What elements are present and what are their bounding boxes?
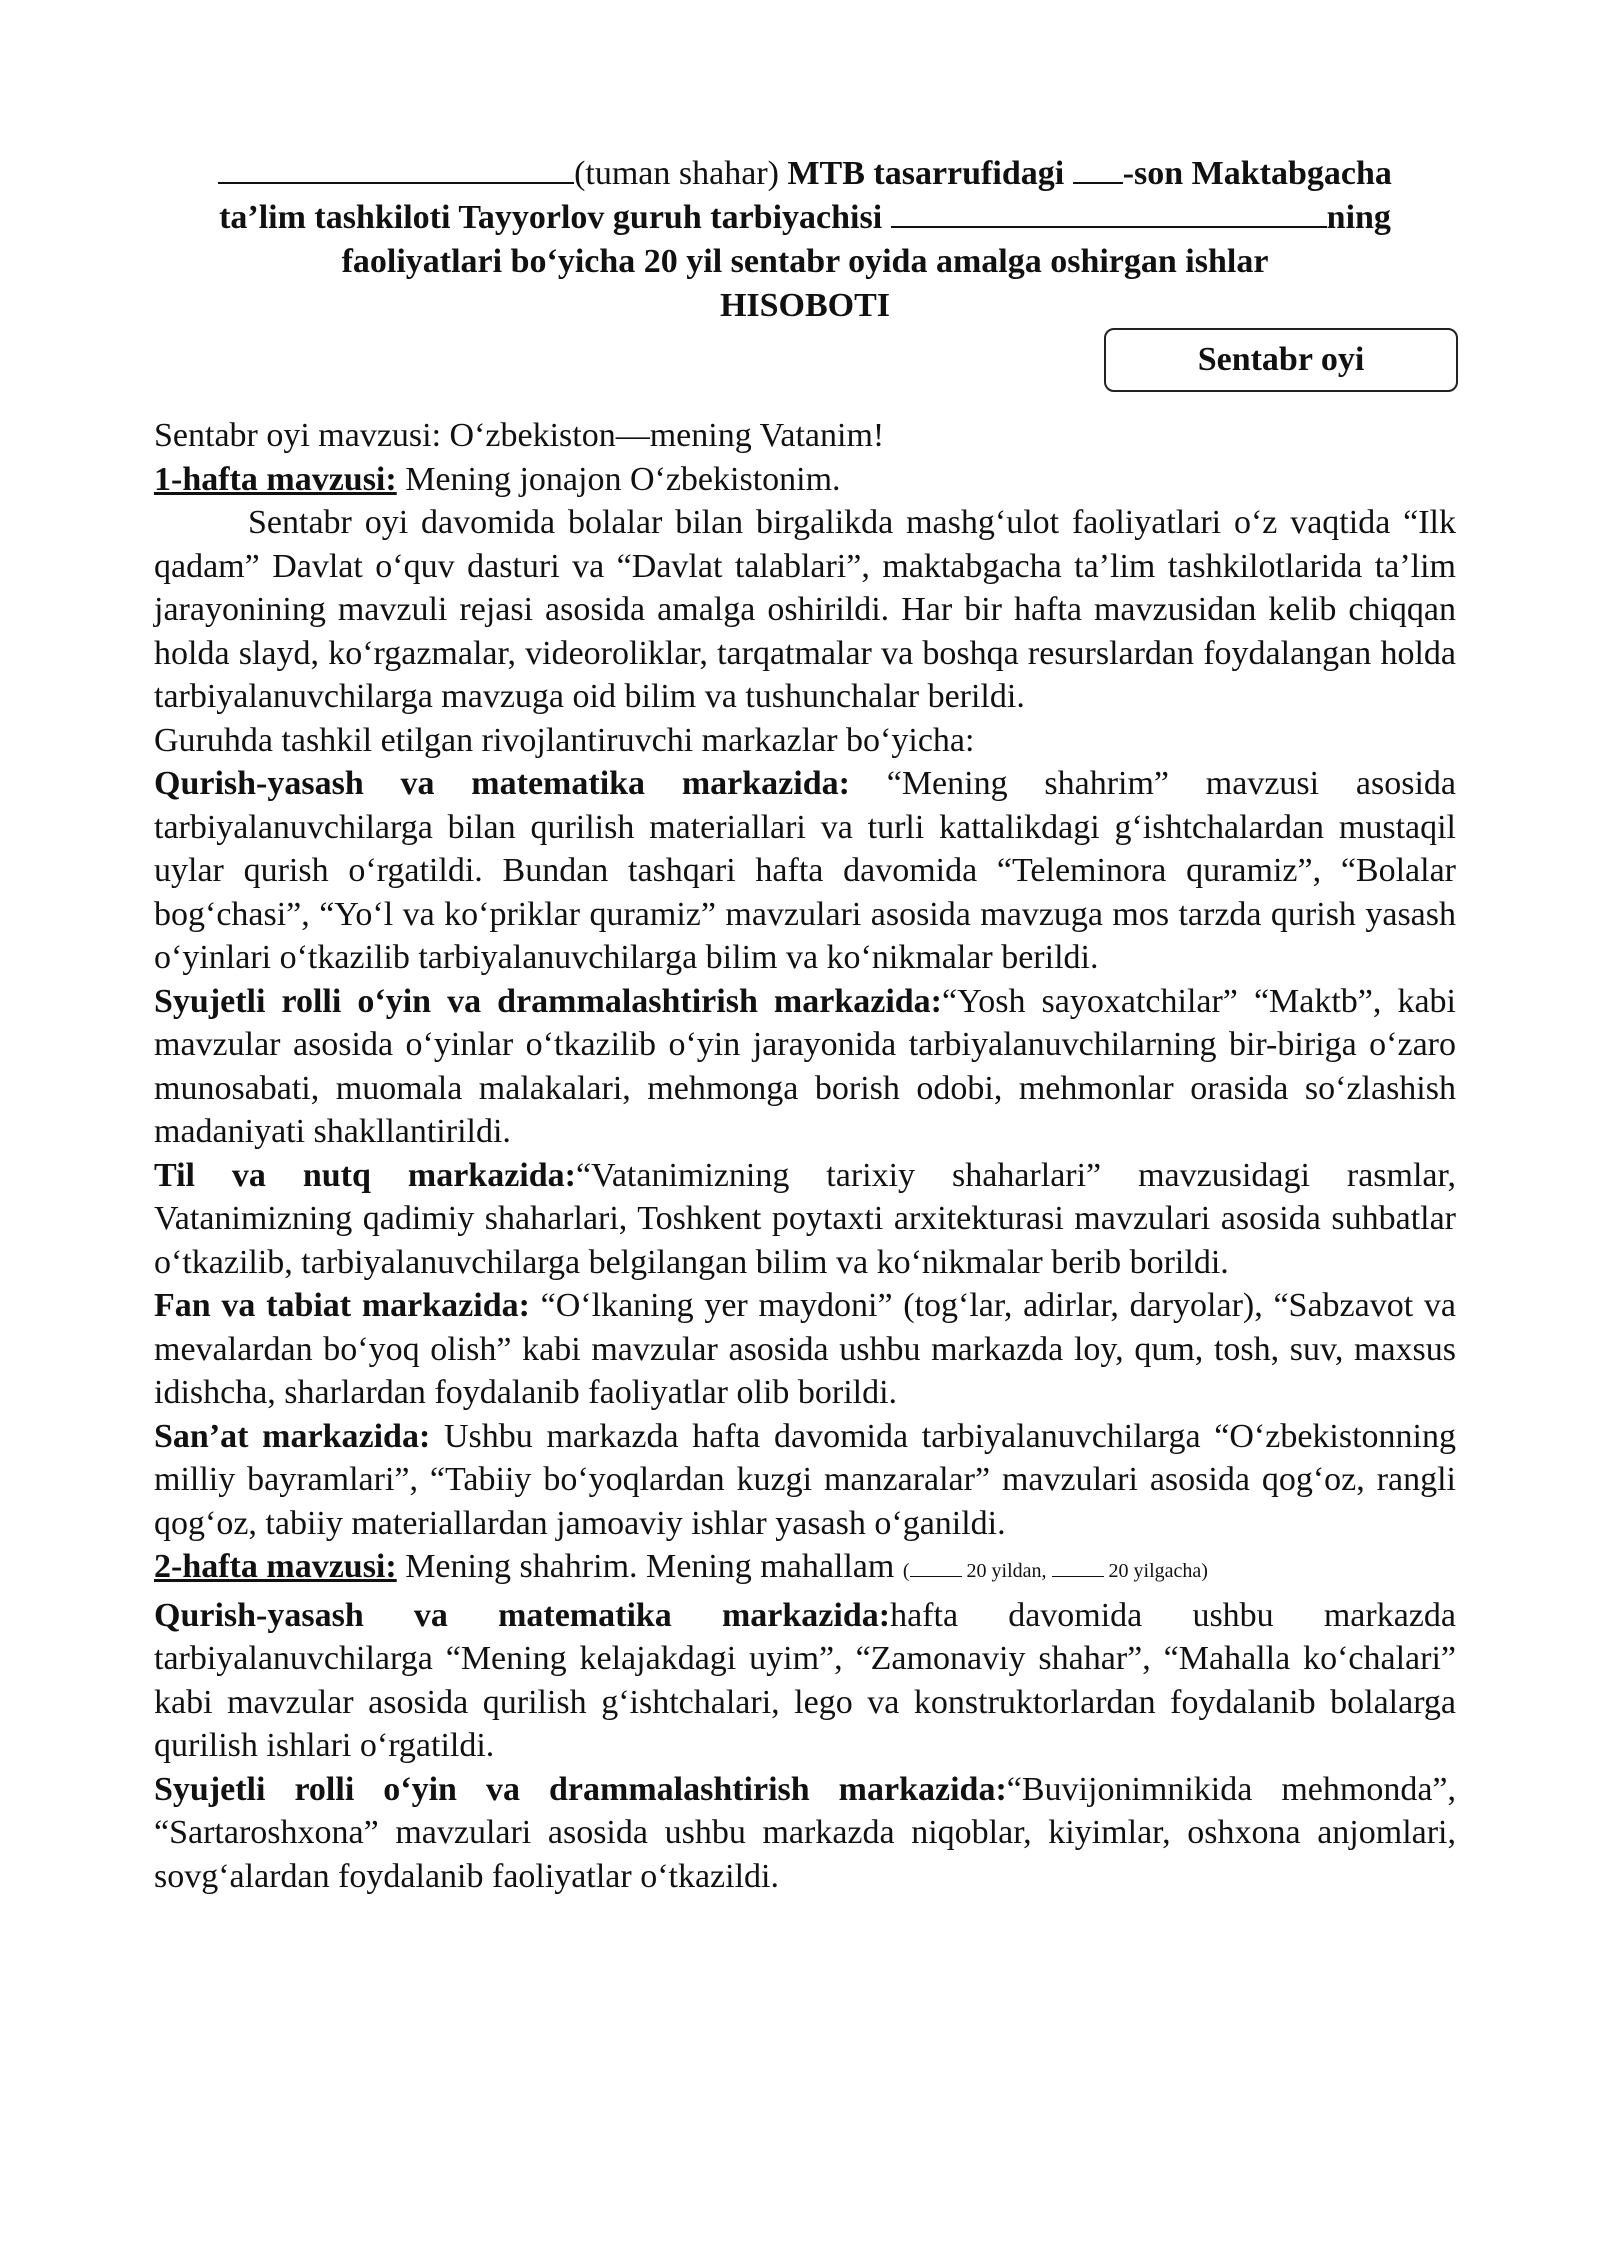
date-open-paren: ( <box>902 1560 910 1582</box>
week1-theme <box>154 458 1456 502</box>
center-text: “O‘lkaning yer maydoni” (tog‘lar, adirlar, daryolar), “Sabzavot va mevalardan bo‘yoq olish” kabi mavzular asosida ushbu markazda loy, qum, tosh, suv, maxsus idishcha, sharlardan foydalanib faoliyatlar olib borildi. <box>154 1287 1456 1411</box>
header-mtb-label: MTB tasarrufidagi <box>787 155 1073 192</box>
center-text: “Yosh sayoxatchilar” “Maktb”, kabi mavzular asosida o‘yinlar o‘tkazilib o‘yin jarayonida tarbiyalanuvchilarning bir-biriga o‘zaro munosabati, muomala malakalari, mehmonga borish odobi, mehmonlar orasida so‘zlashish madaniyati shakllantirildi. <box>154 982 1456 1150</box>
header-son-label: -son Maktabgacha <box>1122 155 1392 192</box>
center-paragraph <box>154 1594 1456 1768</box>
header-line-3 <box>150 240 1460 284</box>
header-ning-label: ning <box>1326 199 1391 236</box>
center-paragraph <box>154 1284 1456 1415</box>
header-line-2 <box>150 196 1460 240</box>
report-header <box>150 152 1460 328</box>
week1-label: 1-hafta mavzusi: <box>154 460 397 498</box>
week2-label: 2-hafta mavzusi: <box>154 1548 397 1585</box>
center-paragraph <box>154 762 1456 980</box>
center-text: hafta davomida ushbu markazda tarbiyalanuvchilarga “Mening kelajakdagi uyim”, “Zamonaviy shahar”, “Mahalla ko‘chalari” kabi mavzular asosida qurilish g‘ishtchalari, lego va konstruktorlardan foydalanib bolalarga qurilish ishlari o‘rgatildi. <box>154 1596 1456 1764</box>
center-label: Qurish-yasash va matematika markazida: <box>154 765 850 802</box>
month-theme-line: Sentabr oyi mavzusi: O‘zbekiston—mening Vatanim! <box>154 417 885 454</box>
intro-paragraph: Sentabr oyi davomida bolalar bilan birgalikda mashg‘ulot faoliyatlari o‘z vaqtida “Ilk qadam” Davlat o‘quv dasturi va “Davlat talablari”, maktabgacha ta’lim tashkilotlarida ta’lim jarayonining mavzuli rejasi asosida amalga oshirildi. Har bir hafta mavzusidan kelib chiqqan holda slayd, ko‘rgazmalar, videoroliklar, tarqatmalar va boshqa resurslardan foydalangan holda tarbiyalanuvchilarga mavzuga oid bilim va tushunchalar berildi. <box>154 504 1456 715</box>
week2-date-range <box>903 1560 1208 1582</box>
center-label: Fan va tabiat markazida: <box>154 1287 530 1324</box>
header-line-1 <box>150 152 1460 196</box>
report-title: HISOBOTI <box>719 287 891 324</box>
center-text: “Mening shahrim” mavzusi asosida tarbiyalanuvchilarga bilan qurilish materiallari va turli kattalikdagi g‘ishtchalardan mustaqil uylar qurish o‘rgatildi. Bundan tashqari hafta davomida “Teleminora quramiz”, “Bolalar bog‘chasi”, “Yo‘l va ko‘priklar quramiz” mavzulari asosida mavzuga mos tarzda qurish yasash o‘yinlari o‘tkazilib tarbiyalanuvchilarga bilim va ko‘nikmalar berildi. <box>154 765 1456 976</box>
center-text: “Buvijonimnikida mehmonda”, “Sartaroshxona” mavzulari asosida ushbu markazda niqoblar, kiyimlar, oshxona anjomlari, sovg‘alardan foydalanib faoliyatlar o‘tkazildi. <box>154 1770 1456 1895</box>
center-paragraph <box>154 1768 1456 1899</box>
center-label: San’at markazida: <box>154 1417 431 1455</box>
end-year-blank <box>1052 1560 1104 1577</box>
teacher-name-blank <box>891 196 1327 228</box>
center-paragraph <box>154 980 1456 1154</box>
center-text: Ushbu markazda hafta davomida tarbiyalanuvchilarga “O‘zbekistonning milliy bayramlari”, “Tabiiy bo‘yoqlardan kuzgi manzaralar” mavzulari asosida qog‘oz, rangli qog‘oz, tabiiy materiallardan jamoaviy ishlar yasash o‘ganildi. <box>154 1417 1456 1542</box>
header-teacher-label: ta’lim tashkiloti Tayyorlov guruh tarbiyachisi <box>219 199 891 236</box>
week2-theme <box>154 1545 1456 1594</box>
center-label: Til va nutq markazida: <box>154 1156 576 1194</box>
center-paragraph <box>154 1154 1456 1285</box>
centers-intro: Guruhda tashkil etilgan rivojlantiruvchi markazlar bo‘yicha: <box>154 721 975 759</box>
header-activity-line: faoliyatlari bo‘yicha 20 yil sentabr oyida amalga oshirgan ishlar <box>341 243 1269 280</box>
center-label: Qurish-yasash va matematika markazida: <box>154 1596 891 1634</box>
district-blank <box>218 152 574 184</box>
start-year-blank <box>910 1560 962 1577</box>
header-district-label: (tuman shahar) <box>574 155 788 192</box>
center-text: “Vatanimizning tarixiy shaharlari” mavzusidagi rasmlar, Vatanimizning qadimiy shaharlari, Toshkent poytaxti arxitekturasi mavzulari asosida suhbatlar o‘tkazilib, tarbiyalanuvchilarga belgilangan bilim va ko‘nikmalar berib borildi. <box>154 1156 1456 1281</box>
center-label: Syujetli rolli o‘yin va drammalashtirish markazida: <box>154 982 943 1020</box>
month-box: Sentabr oyi <box>1104 328 1458 392</box>
report-body <box>154 414 1456 1898</box>
week1-text: Mening jonajon O‘zbekistonim. <box>396 460 841 498</box>
week2-text: Mening shahrim. Mening mahallam <box>396 1548 903 1585</box>
school-number-blank <box>1073 152 1123 184</box>
center-label: Syujetli rolli o‘yin va drammalashtirish markazida: <box>154 1770 1007 1808</box>
date-from-label: 20 yildan, <box>961 1560 1052 1582</box>
center-paragraph <box>154 1415 1456 1546</box>
date-to-label: 20 yilgacha) <box>1103 1560 1208 1582</box>
